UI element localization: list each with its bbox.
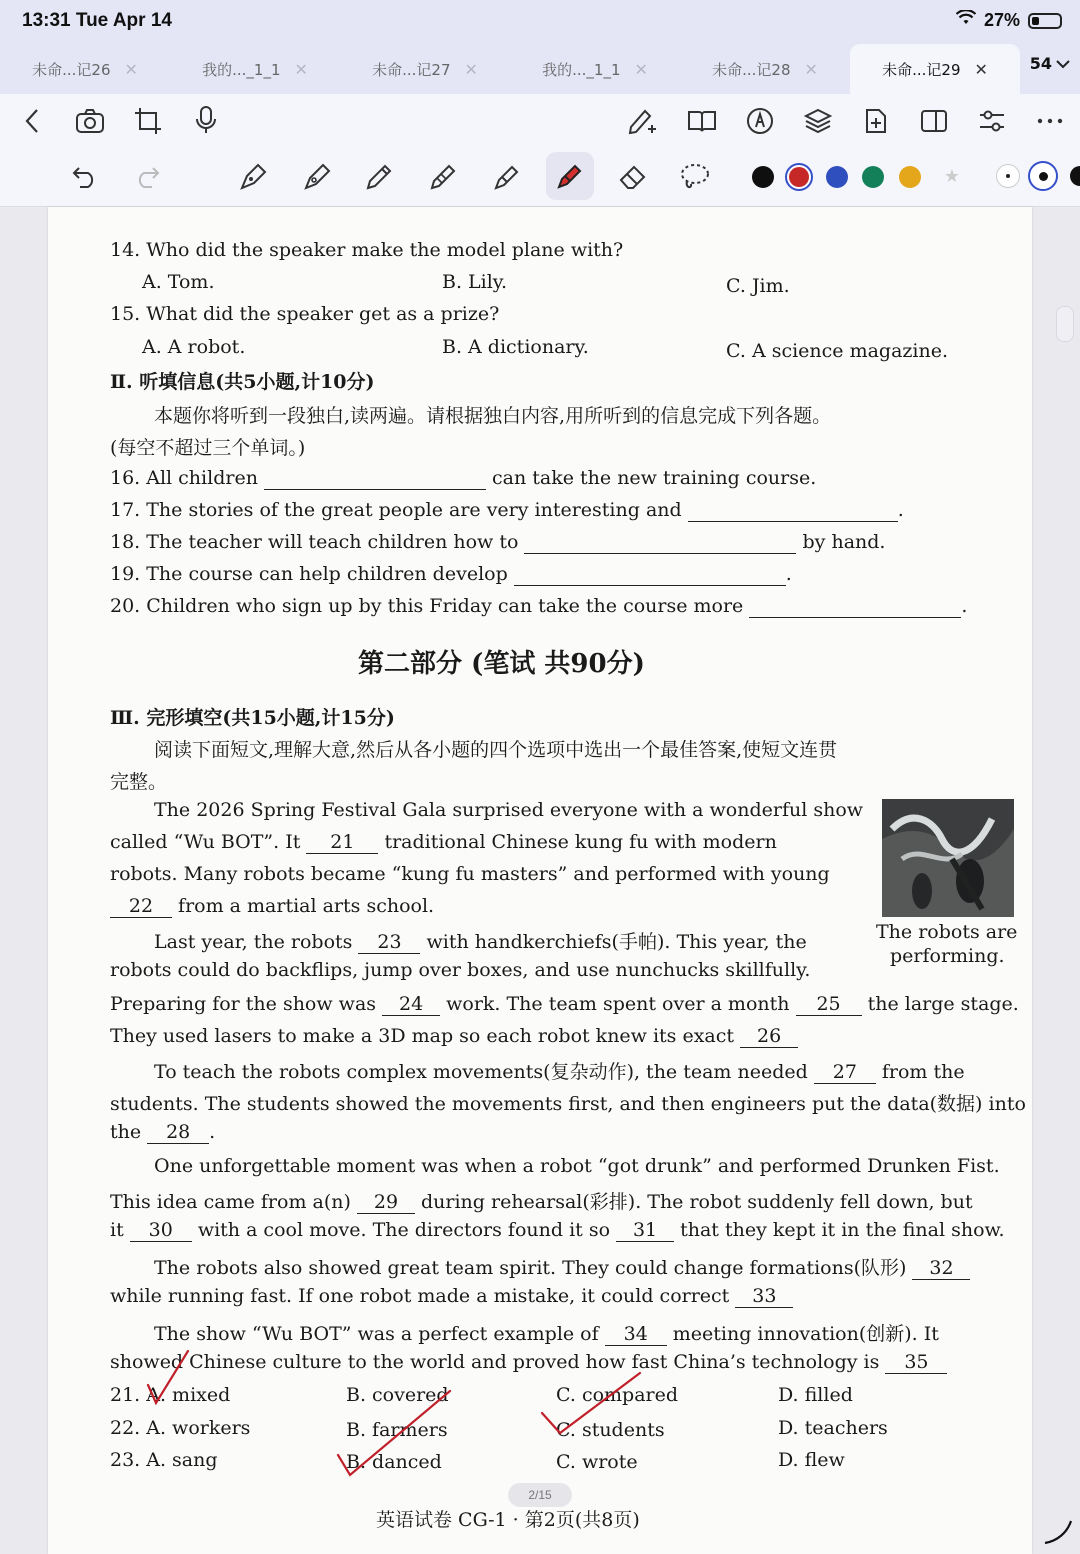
section-3-heading: Ⅲ. 完形填空(共15小题,计15分) <box>110 707 395 729</box>
scroll-handle[interactable] <box>1056 306 1074 342</box>
option-22b[interactable]: B. farmers <box>346 1419 448 1441</box>
chevron-down-icon <box>1056 54 1070 73</box>
photo-caption: The robots are <box>876 921 1018 943</box>
brush-icon[interactable] <box>426 160 460 194</box>
stroke-thin-option[interactable] <box>996 164 1020 188</box>
option-14a: A. Tom. <box>142 271 215 293</box>
add-page-icon[interactable] <box>860 106 892 136</box>
close-icon[interactable]: ✕ <box>124 59 138 79</box>
passage-line: the 28 . <box>110 1121 216 1143</box>
option-21d[interactable]: D. filled <box>778 1384 853 1406</box>
passage-line: To teach the robots complex movements(复杂动作), the team needed 27 from the <box>154 1061 965 1083</box>
blank-26[interactable]: 26 <box>740 1025 798 1048</box>
settings-sliders-icon[interactable] <box>976 106 1008 136</box>
tab-count-button[interactable] <box>1030 54 1070 73</box>
pencil-icon[interactable] <box>362 160 396 194</box>
blank-35[interactable]: 35 <box>885 1351 947 1374</box>
back-icon[interactable] <box>18 106 46 136</box>
blank-27[interactable]: 27 <box>814 1061 876 1084</box>
option-14b: B. Lily. <box>442 271 508 293</box>
close-icon[interactable]: ✕ <box>294 59 308 79</box>
option-21c[interactable]: C. compared <box>556 1384 679 1406</box>
tab-label: 我的..._1_1 <box>542 60 621 79</box>
passage-line: robots. Many robots became “kung fu masters” and performed with young <box>110 863 830 885</box>
undo-icon[interactable] <box>70 162 100 192</box>
tab-2[interactable] <box>170 44 340 94</box>
lasso-icon[interactable] <box>678 160 712 194</box>
part-2-heading: 第二部分 (笔试 共90分) <box>358 649 645 679</box>
passage-line: Last year, the robots 23 with handkerchiefs(手帕). This year, the <box>154 931 807 953</box>
question-18: 18. The teacher will teach children how to by hand. <box>110 531 886 553</box>
passage-line: Preparing for the show was 24 work. The team spent over a month 25 the large stage. <box>110 993 1019 1015</box>
pencil-circle-icon[interactable] <box>744 106 776 136</box>
blank-32[interactable]: 32 <box>912 1257 970 1280</box>
blank-23[interactable]: 23 <box>358 931 420 954</box>
option-22a[interactable]: 22. A. workers <box>110 1417 251 1439</box>
crop-icon[interactable] <box>132 106 164 136</box>
tab-1[interactable] <box>0 44 170 94</box>
passage-line: robots could do backflips, jump over boxes, and use nunchucks skillfully. <box>110 959 811 981</box>
passage-line: showed Chinese culture to the world and proved how fast China’s technology is 35 <box>110 1351 947 1374</box>
microphone-icon[interactable] <box>192 104 220 136</box>
blank-33[interactable]: 33 <box>735 1285 793 1308</box>
document-page <box>48 207 1032 1554</box>
color-yellow-swatch[interactable] <box>899 166 921 188</box>
section-3-instruction: 阅读下面短文,理解大意,然后从各小题的四个选项中选出一个最佳答案,使短文连贯 <box>154 739 838 761</box>
option-23d[interactable]: D. flew <box>778 1449 845 1471</box>
stroke-medium-option[interactable] <box>1028 161 1058 191</box>
tab-label: 未命...记29 <box>882 60 961 79</box>
option-15c: C. A science magazine. <box>726 340 949 362</box>
passage-line: students. The students showed the movements first, and then engineers put the data(数据) into <box>110 1093 1026 1115</box>
page-footer: 英语试卷 CG-1 · 第2页(共8页) <box>376 1509 640 1531</box>
option-23c[interactable]: C. wrote <box>556 1451 638 1473</box>
passage-line: The robots also showed great team spirit. They could change formations(队形) 32 <box>154 1253 970 1280</box>
passage-line: They used lasers to make a 3D map so each robot knew its exact 26 <box>110 1025 798 1048</box>
blank-31[interactable]: 31 <box>616 1219 674 1242</box>
highlighter-icon[interactable] <box>546 152 594 200</box>
passage-line: This idea came from a(n) 29 during rehearsal(彩排). The robot suddenly fell down, but <box>110 1191 973 1213</box>
question-14: 14. Who did the speaker make the model plane with? <box>110 239 624 261</box>
blank-21[interactable]: 21 <box>306 831 378 854</box>
question-17: 17. The stories of the great people are very interesting and . <box>110 499 904 521</box>
question-15: 15. What did the speaker get as a prize? <box>110 303 500 325</box>
passage-line: One unforgettable moment was when a robot “got drunk” and performed Drunken Fist. <box>154 1155 1000 1177</box>
question-19: 19. The course can help children develop . <box>110 563 792 585</box>
blank-25[interactable]: 25 <box>796 993 862 1016</box>
passage-line: while running fast. If one robot made a mistake, it could correct 33 <box>110 1285 793 1308</box>
option-22d[interactable]: D. teachers <box>778 1417 888 1439</box>
eraser-icon[interactable] <box>616 160 650 194</box>
ballpoint-pen-icon[interactable] <box>300 160 334 194</box>
tab-5[interactable] <box>680 44 850 94</box>
option-21b[interactable]: B. covered <box>346 1384 449 1406</box>
close-icon[interactable]: ✕ <box>464 59 478 79</box>
passage-line: it 30 with a cool move. The directors found it so 31 that they kept it in the final show. <box>110 1219 1005 1241</box>
blank-28[interactable]: 28 <box>147 1121 209 1144</box>
tab-count: 54 <box>1029 54 1052 73</box>
close-icon[interactable]: ✕ <box>634 59 648 79</box>
section-2-heading: Ⅱ. 听填信息(共5小题,计10分) <box>110 371 375 393</box>
battery-percent: 27% <box>983 10 1020 30</box>
color-blue-swatch[interactable] <box>826 166 848 188</box>
option-23b[interactable]: B. danced <box>346 1451 442 1473</box>
section-2-instruction-note: (每空不超过三个单词。) <box>110 437 306 459</box>
tab-label: 未命...记27 <box>372 60 451 79</box>
sidebar-icon[interactable] <box>918 106 950 136</box>
blank-24[interactable]: 24 <box>382 993 440 1016</box>
option-21a[interactable]: 21. A. mixed <box>110 1384 231 1406</box>
drawing-toolbar <box>0 148 1080 207</box>
battery-icon <box>1028 13 1062 29</box>
option-15a: A. A robot. <box>142 336 246 358</box>
color-green-swatch[interactable] <box>862 166 884 188</box>
question-20: 20. Children who sign up by this Friday can take the course more . <box>110 595 968 617</box>
status-bar <box>0 0 1080 44</box>
page-indicator: 2/15 <box>508 1483 572 1507</box>
option-14c: C. Jim. <box>726 275 790 297</box>
tab-4[interactable] <box>510 44 680 94</box>
status-time: 13:31 Tue Apr 14 <box>22 10 172 31</box>
blank-29[interactable]: 29 <box>357 1191 415 1214</box>
pen-add-icon[interactable] <box>626 106 658 136</box>
layers-icon[interactable] <box>802 106 834 136</box>
wifi-icon <box>956 10 976 31</box>
tab-3[interactable] <box>340 44 510 94</box>
marker-icon[interactable] <box>490 160 524 194</box>
book-icon[interactable] <box>686 106 718 136</box>
passage-line: The show “Wu BOT” was a perfect example of 34 meeting innovation(创新). It <box>154 1323 939 1345</box>
color-black-swatch[interactable] <box>752 166 774 188</box>
tab-label: 未命...记28 <box>712 60 791 79</box>
tab-label: 未命...记26 <box>32 60 111 79</box>
stroke-thick-option[interactable] <box>1070 166 1080 186</box>
section-3-instruction-end: 完整。 <box>110 771 168 793</box>
more-icon[interactable] <box>1034 106 1066 136</box>
blank-34[interactable]: 34 <box>605 1323 667 1346</box>
blank-22[interactable]: 22 <box>110 895 172 918</box>
close-icon[interactable]: ✕ <box>804 59 818 79</box>
tab-6[interactable] <box>850 44 1020 94</box>
option-22c[interactable]: C. students <box>556 1419 665 1441</box>
section-2-instruction: 本题你将听到一段独白,读两遍。请根据独白内容,用所听到的信息完成下列各题。 <box>154 405 832 427</box>
tab-label: 我的..._1_1 <box>202 60 281 79</box>
top-toolbar <box>0 94 1080 148</box>
color-red-swatch[interactable] <box>785 163 813 191</box>
camera-icon[interactable] <box>74 106 106 136</box>
option-15b: B. A dictionary. <box>442 336 589 358</box>
passage-line: The 2026 Spring Festival Gala surprised everyone with a wonderful show <box>154 799 864 821</box>
pen-cursor-icon <box>1040 1516 1076 1548</box>
handwritten-check-marks <box>48 207 1032 1554</box>
photo-caption: performing. <box>890 945 1005 967</box>
redo-icon[interactable] <box>132 162 162 192</box>
fountain-pen-icon[interactable] <box>236 160 270 194</box>
favorite-star-icon[interactable]: ★ <box>943 165 961 187</box>
document-tabs <box>0 44 1080 94</box>
close-icon[interactable]: ✕ <box>974 59 988 79</box>
option-23a[interactable]: 23. A. sang <box>110 1449 218 1471</box>
blank-30[interactable]: 30 <box>130 1219 192 1242</box>
passage-line: called “Wu BOT”. It 21 traditional Chinese kung fu with modern <box>110 831 777 853</box>
passage-line: 22 from a martial arts school. <box>110 895 434 918</box>
question-16: 16. All children can take the new training course. <box>110 467 817 489</box>
status-right <box>956 10 1062 31</box>
